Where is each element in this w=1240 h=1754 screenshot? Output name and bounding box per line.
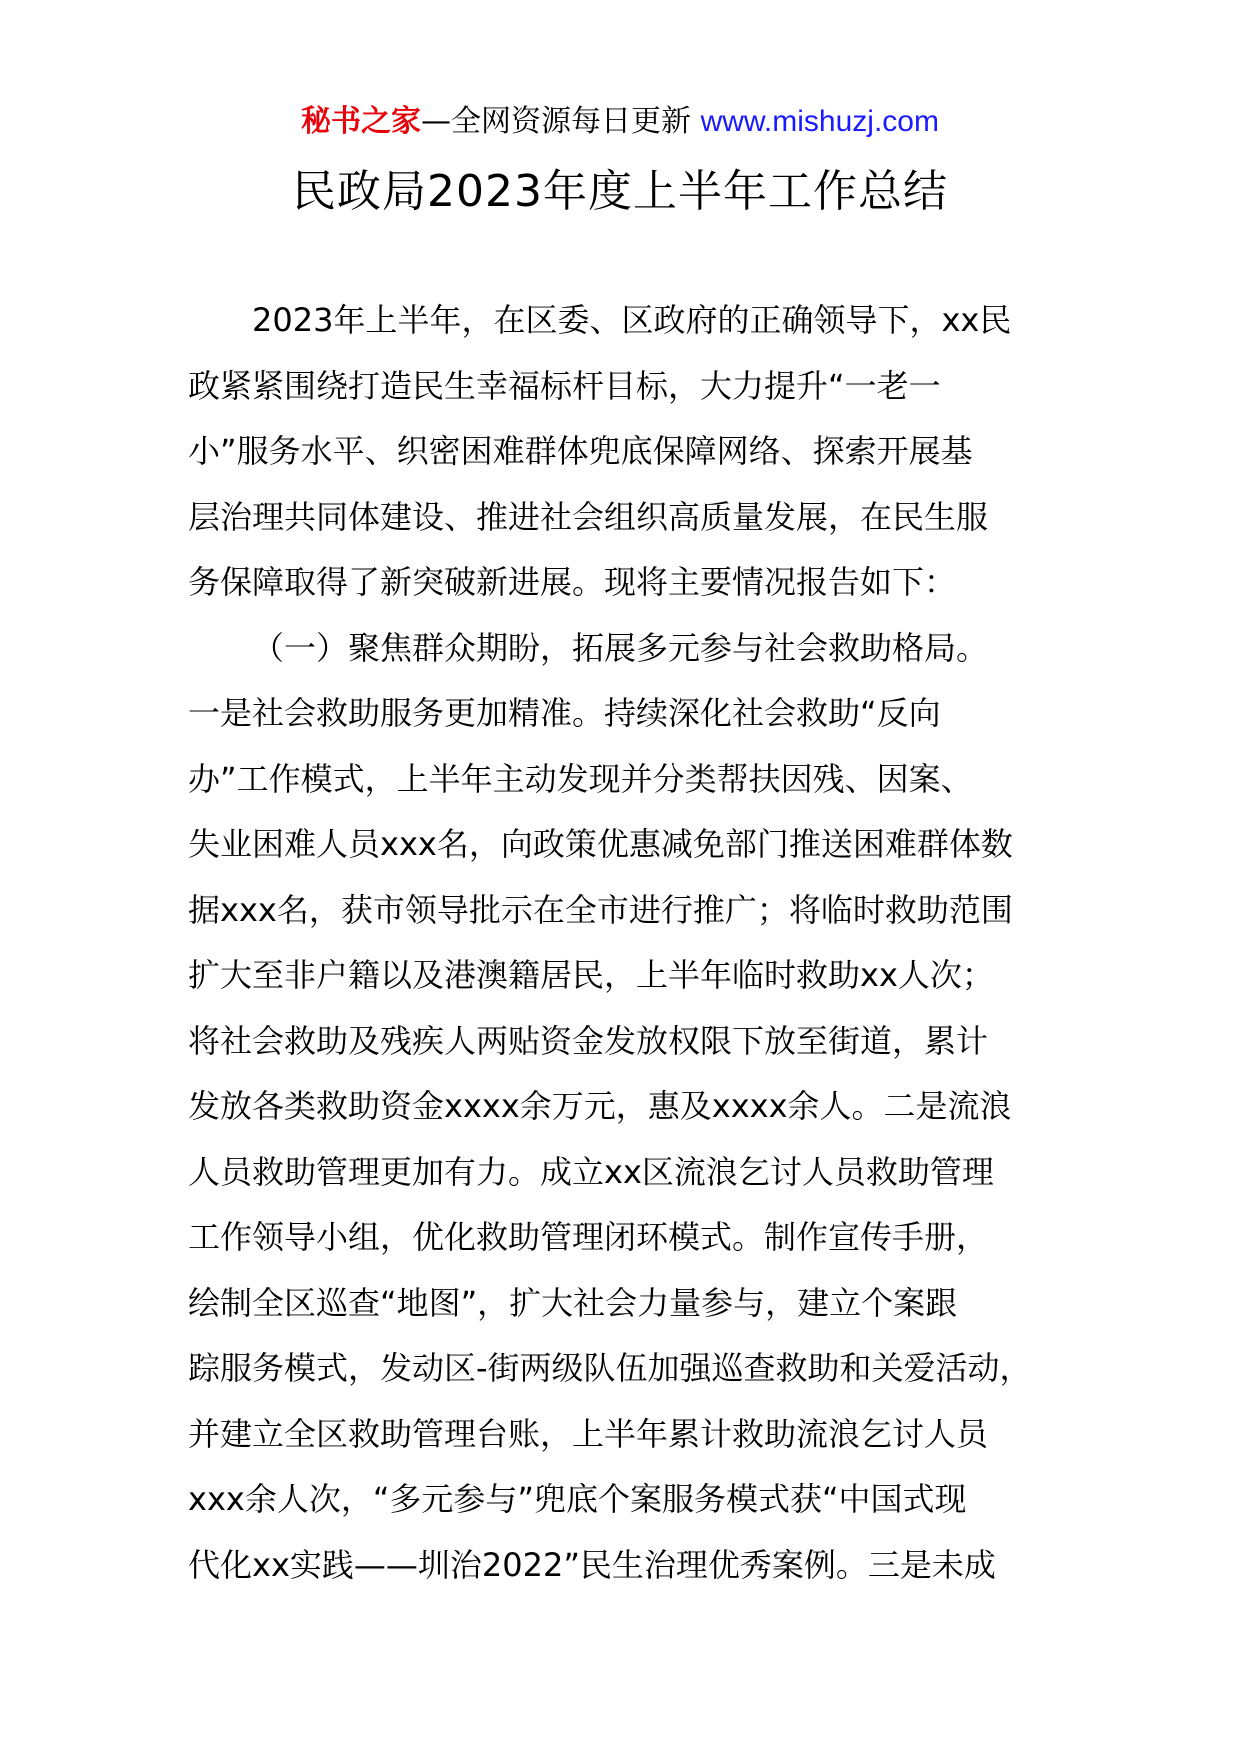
paragraph-line: 代化xx实践——圳治2022”民生治理优秀案例。三是未成: [188, 1545, 996, 1584]
paragraph-line: 踪服务模式，发动区-街两级队伍加强巡查救助和关爱活动，: [188, 1349, 1032, 1387]
paragraph-line: 失业困难人员xxx名，向政策优惠减免部门推送困难群体数: [188, 825, 1013, 863]
paragraph-line: 办”工作模式，上半年主动发现并分类帮扶因残、因案、: [188, 759, 973, 798]
paragraph-line: （一）聚焦群众期盼，拓展多元参与社会救助格局。: [252, 628, 989, 667]
site-header: [0, 100, 1240, 144]
site-brand: 秘书之家: [301, 104, 422, 139]
paragraph-line: 2023年上半年，在区委、区政府的正确领导下，xx民: [252, 301, 1012, 339]
paragraph-line: 层治理共同体建设、推进社会组织高质量发展，在民生服: [188, 497, 989, 536]
paragraph-line: 将社会救助及残疾人两贴资金发放权限下放至街道，累计: [188, 1021, 989, 1060]
document-title: 民政局2023年度上半年工作总结: [292, 166, 948, 217]
paragraph-line: xxx余人次，“多元参与”兜底个案服务模式获“中国式现: [188, 1480, 967, 1518]
paragraph-line: 政紧紧围绕打造民生幸福标杆目标，大力提升“一老一: [188, 366, 941, 405]
paragraph-line: 发放各类救助资金xxxx余万元，惠及xxxx余人。二是流浪: [188, 1087, 1012, 1125]
paragraph-line: 并建立全区救助管理台账，上半年累计救助流浪乞讨人员: [188, 1414, 989, 1453]
paragraph-line: 小”服务水平、织密困难群体兜底保障网络、探索开展基: [188, 432, 973, 470]
paragraph-line: 据xxx名，获市领导批示在全市进行推广；将临时救助范围: [188, 890, 1013, 929]
paragraph-line: 务保障取得了新突破新进展。现将主要情况报告如下：: [188, 563, 957, 601]
document-body: [188, 288, 1058, 1598]
paragraph-line: 工作领导小组，优化救助管理闭环模式。制作宣传手册，: [188, 1218, 989, 1256]
paragraph-line: 人员救助管理更加有力。成立xx区流浪乞讨人员救助管理: [188, 1152, 994, 1191]
site-url[interactable]: www.mishuzj.com: [700, 105, 939, 138]
paragraph-line: 一是社会救助服务更加精准。持续深化社会救助“反向: [188, 694, 941, 732]
paragraph-line: 扩大至非户籍以及港澳籍居民，上半年临时救助xx人次；: [188, 956, 994, 994]
paragraph-line: 绘制全区巡查“地图”，扩大社会力量参与，建立个案跟: [188, 1283, 958, 1322]
site-tagline: —全网资源每日更新: [421, 104, 701, 139]
